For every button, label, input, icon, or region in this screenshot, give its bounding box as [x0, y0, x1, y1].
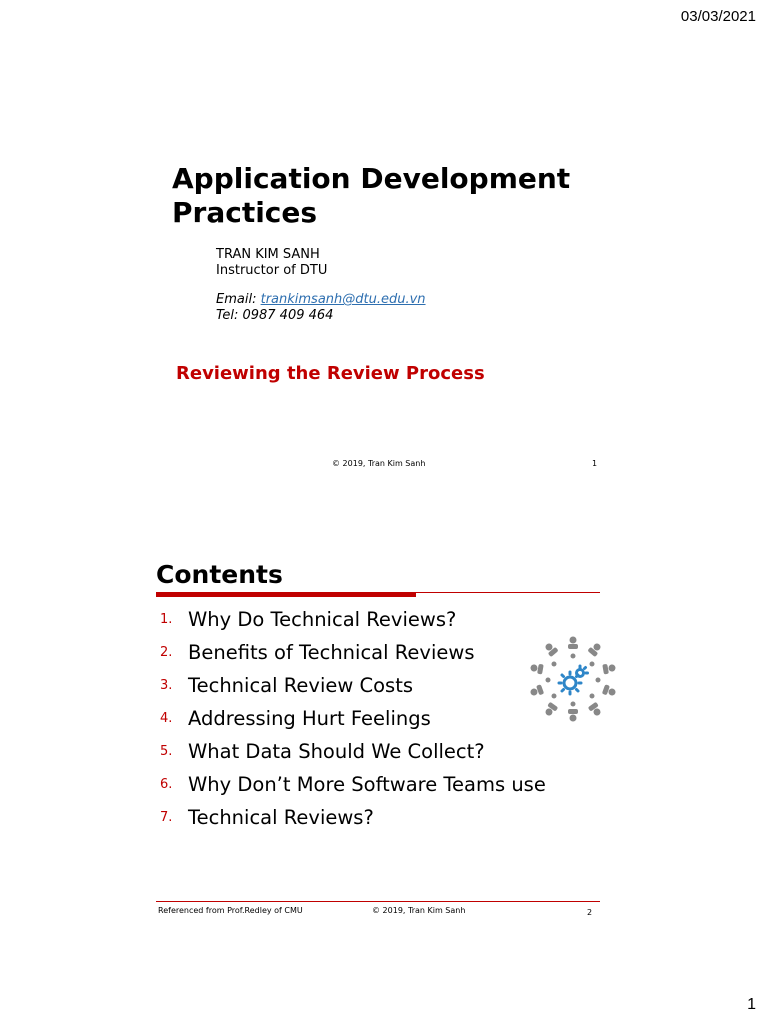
footer-rule [156, 901, 600, 902]
list-item [160, 768, 546, 801]
slide-title: Application Development Practices [172, 162, 571, 229]
list-item [160, 603, 546, 636]
slide-number: 1 [592, 459, 598, 468]
author-name: TRAN KIM SANH [216, 247, 320, 262]
item-text: Addressing Hurt Feelings [188, 707, 431, 730]
item-text: Technical Reviews? [188, 806, 374, 829]
list-item [160, 801, 546, 834]
slide-number: 2 [587, 908, 593, 917]
item-number: 3. [160, 678, 173, 693]
item-text: What Data Should We Collect? [188, 740, 485, 763]
title-underline-thin [156, 592, 600, 593]
item-text: Why Don’t More Software Teams use [188, 773, 546, 796]
author-block [216, 247, 327, 279]
list-item [160, 669, 546, 702]
item-number: 5. [160, 744, 173, 759]
contents-list [160, 603, 546, 834]
author-role: Instructor of DTU [216, 263, 328, 278]
item-number: 1. [160, 612, 173, 627]
slide-subtitle: Reviewing the Review Process [176, 363, 485, 384]
slide-footer: © 2019, Tran Kim Sanh [332, 459, 426, 468]
item-number: 7. [160, 810, 173, 825]
item-text: Benefits of Technical Reviews [188, 641, 475, 664]
item-number: 4. [160, 711, 173, 726]
print-page-number: 1 [747, 996, 756, 1013]
list-item [160, 735, 546, 768]
email-line [216, 292, 426, 308]
item-text: Why Do Technical Reviews? [188, 608, 457, 631]
item-number: 2. [160, 645, 173, 660]
team-gear-icon [518, 630, 628, 725]
contact-block [216, 292, 426, 324]
item-number: 6. [160, 777, 173, 792]
item-text: Technical Review Costs [188, 674, 414, 697]
print-date: 03/03/2021 [680, 8, 756, 25]
email-label: Email: [216, 292, 257, 307]
reference-note: Referenced from Prof.Redley of CMU [158, 906, 303, 915]
tel-line: Tel: 0987 409 464 [216, 308, 334, 323]
email-link[interactable]: trankimsanh@dtu.edu.vn [260, 292, 426, 307]
list-item [160, 702, 546, 735]
list-item [160, 636, 546, 669]
slide-footer: © 2019, Tran Kim Sanh [372, 906, 466, 915]
contents-title: Contents [156, 560, 283, 589]
